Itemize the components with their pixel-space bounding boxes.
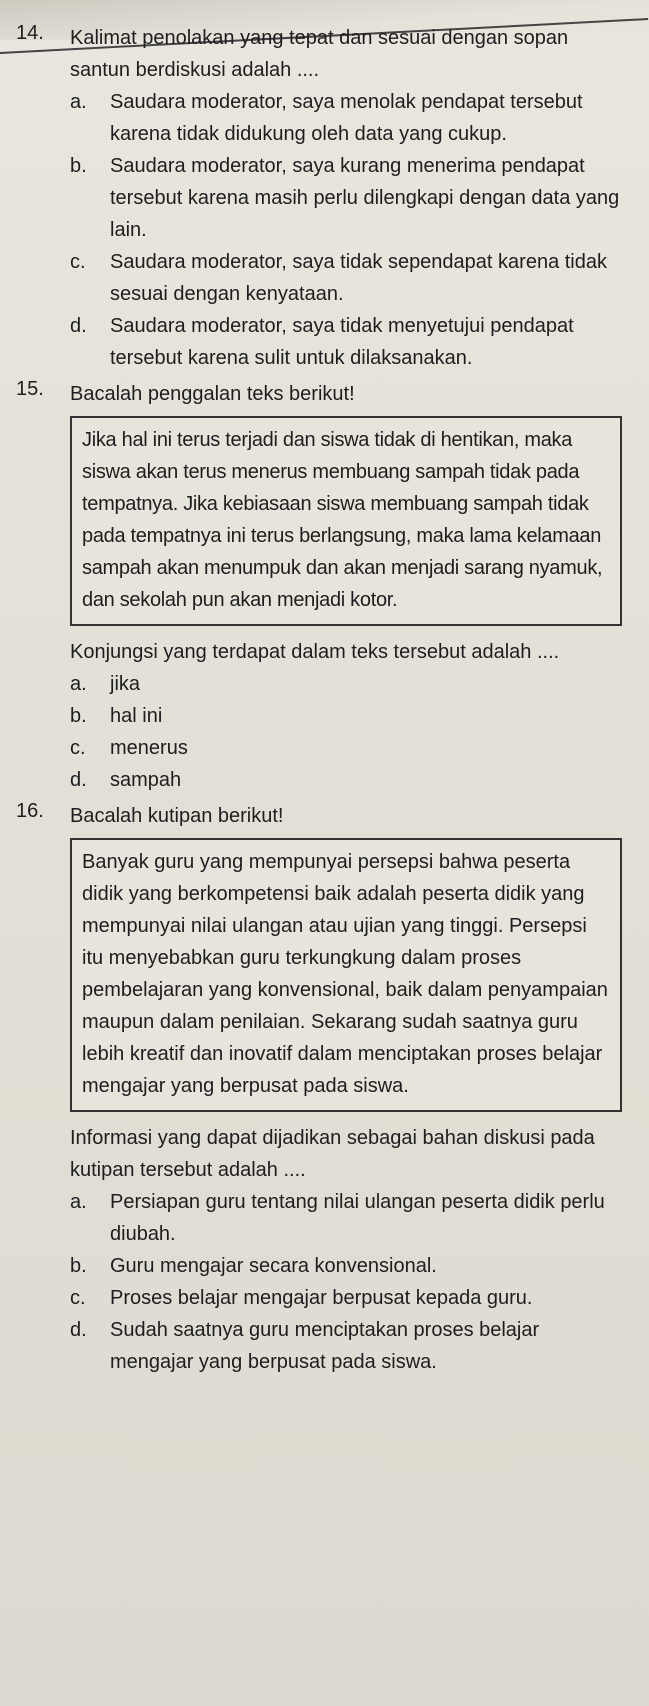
question-prompt: Konjungsi yang terdapat dalam teks tersebut adalah .... (70, 641, 560, 663)
question-number: 14. (16, 22, 44, 44)
question-intro: Bacalah penggalan teks berikut! (70, 383, 355, 405)
option-a[interactable] (70, 86, 624, 150)
option-b[interactable] (70, 1250, 624, 1282)
option-letter: a. (70, 91, 87, 113)
option-letter: d. (70, 769, 87, 791)
option-c[interactable] (70, 732, 624, 764)
option-text: menerus (110, 737, 188, 759)
text-excerpt-box: Jika hal ini terus terjadi dan siswa tidak di hentikan, maka siswa akan terus menerus membuang sampah tidak pada tempatnya. Jika kebiasaan siswa membuang sampah tidak pada tempatnya ini terus berlangsung, maka lama kelamaan sampah akan menumpuk dan akan menjadi sarang nyamuk, dan sekolah pun akan menjadi kotor. (70, 416, 622, 626)
text-excerpt-box: Banyak guru yang mempunyai persepsi bahwa peserta didik yang berkompetensi baik adalah peserta didik yang mempunyai nilai ulangan atau ujian yang tinggi. Persepsi itu menyebabkan guru terkungkung dalam proses pembelajaran yang konvensional, baik dalam penyampaian maupun dalam penilaian. Sekarang sudah saatnya guru lebih kreatif dan inovatif dalam menciptakan proses belajar mengajar yang berpusat pada siswa. (70, 838, 622, 1112)
question-number: 16. (16, 800, 44, 822)
option-d[interactable] (70, 1314, 624, 1378)
question-14 (16, 22, 624, 374)
options-list (70, 86, 624, 374)
option-letter: a. (70, 1191, 87, 1213)
option-text: Saudara moderator, saya kurang menerima pendapat tersebut karena masih perlu dilengkapi dengan data yang lain. (110, 155, 620, 241)
option-letter: b. (70, 155, 87, 177)
option-a[interactable] (70, 668, 624, 700)
question-15 (16, 378, 624, 796)
option-text: Saudara moderator, saya tidak menyetujui pendapat tersebut karena sulit untuk dilaksanakan. (110, 315, 574, 369)
option-letter: c. (70, 737, 86, 759)
option-text: sampah (110, 769, 182, 791)
option-text: Persiapan guru tentang nilai ulangan peserta didik perlu diubah. (110, 1191, 605, 1245)
options-list (70, 1186, 624, 1378)
question-number: 15. (16, 378, 44, 400)
option-letter: c. (70, 1287, 86, 1309)
option-text: Sudah saatnya guru menciptakan proses belajar mengajar yang berpusat pada siswa. (110, 1319, 540, 1373)
option-letter: a. (70, 673, 87, 695)
questions-content (16, 22, 624, 1378)
option-c[interactable] (70, 246, 624, 310)
option-letter: c. (70, 251, 86, 273)
option-b[interactable] (70, 700, 624, 732)
option-text: jika (110, 673, 141, 695)
option-c[interactable] (70, 1282, 624, 1314)
option-text: Saudara moderator, saya menolak pendapat tersebut karena tidak didukung oleh data yang cukup. (110, 91, 583, 145)
option-text: Proses belajar mengajar berpusat kepada guru. (110, 1287, 533, 1309)
option-letter: d. (70, 1319, 87, 1341)
options-list (70, 668, 624, 796)
option-text: hal ini (110, 705, 163, 727)
question-16 (16, 800, 624, 1378)
question-intro: Bacalah kutipan berikut! (70, 805, 284, 827)
option-d[interactable] (70, 310, 624, 374)
option-text: Guru mengajar secara konvensional. (110, 1255, 437, 1277)
option-letter: b. (70, 1255, 87, 1277)
option-letter: b. (70, 705, 87, 727)
option-a[interactable] (70, 1186, 624, 1250)
question-stem: Kalimat penolakan yang tepat dan sesuai dengan sopan santun berdiskusi adalah .... (70, 27, 569, 81)
option-b[interactable] (70, 150, 624, 246)
option-d[interactable] (70, 764, 624, 796)
option-text: Saudara moderator, saya tidak sependapat karena tidak sesuai dengan kenyataan. (110, 251, 607, 305)
option-letter: d. (70, 315, 87, 337)
question-prompt: Informasi yang dapat dijadikan sebagai bahan diskusi pada kutipan tersebut adalah .... (70, 1127, 595, 1181)
